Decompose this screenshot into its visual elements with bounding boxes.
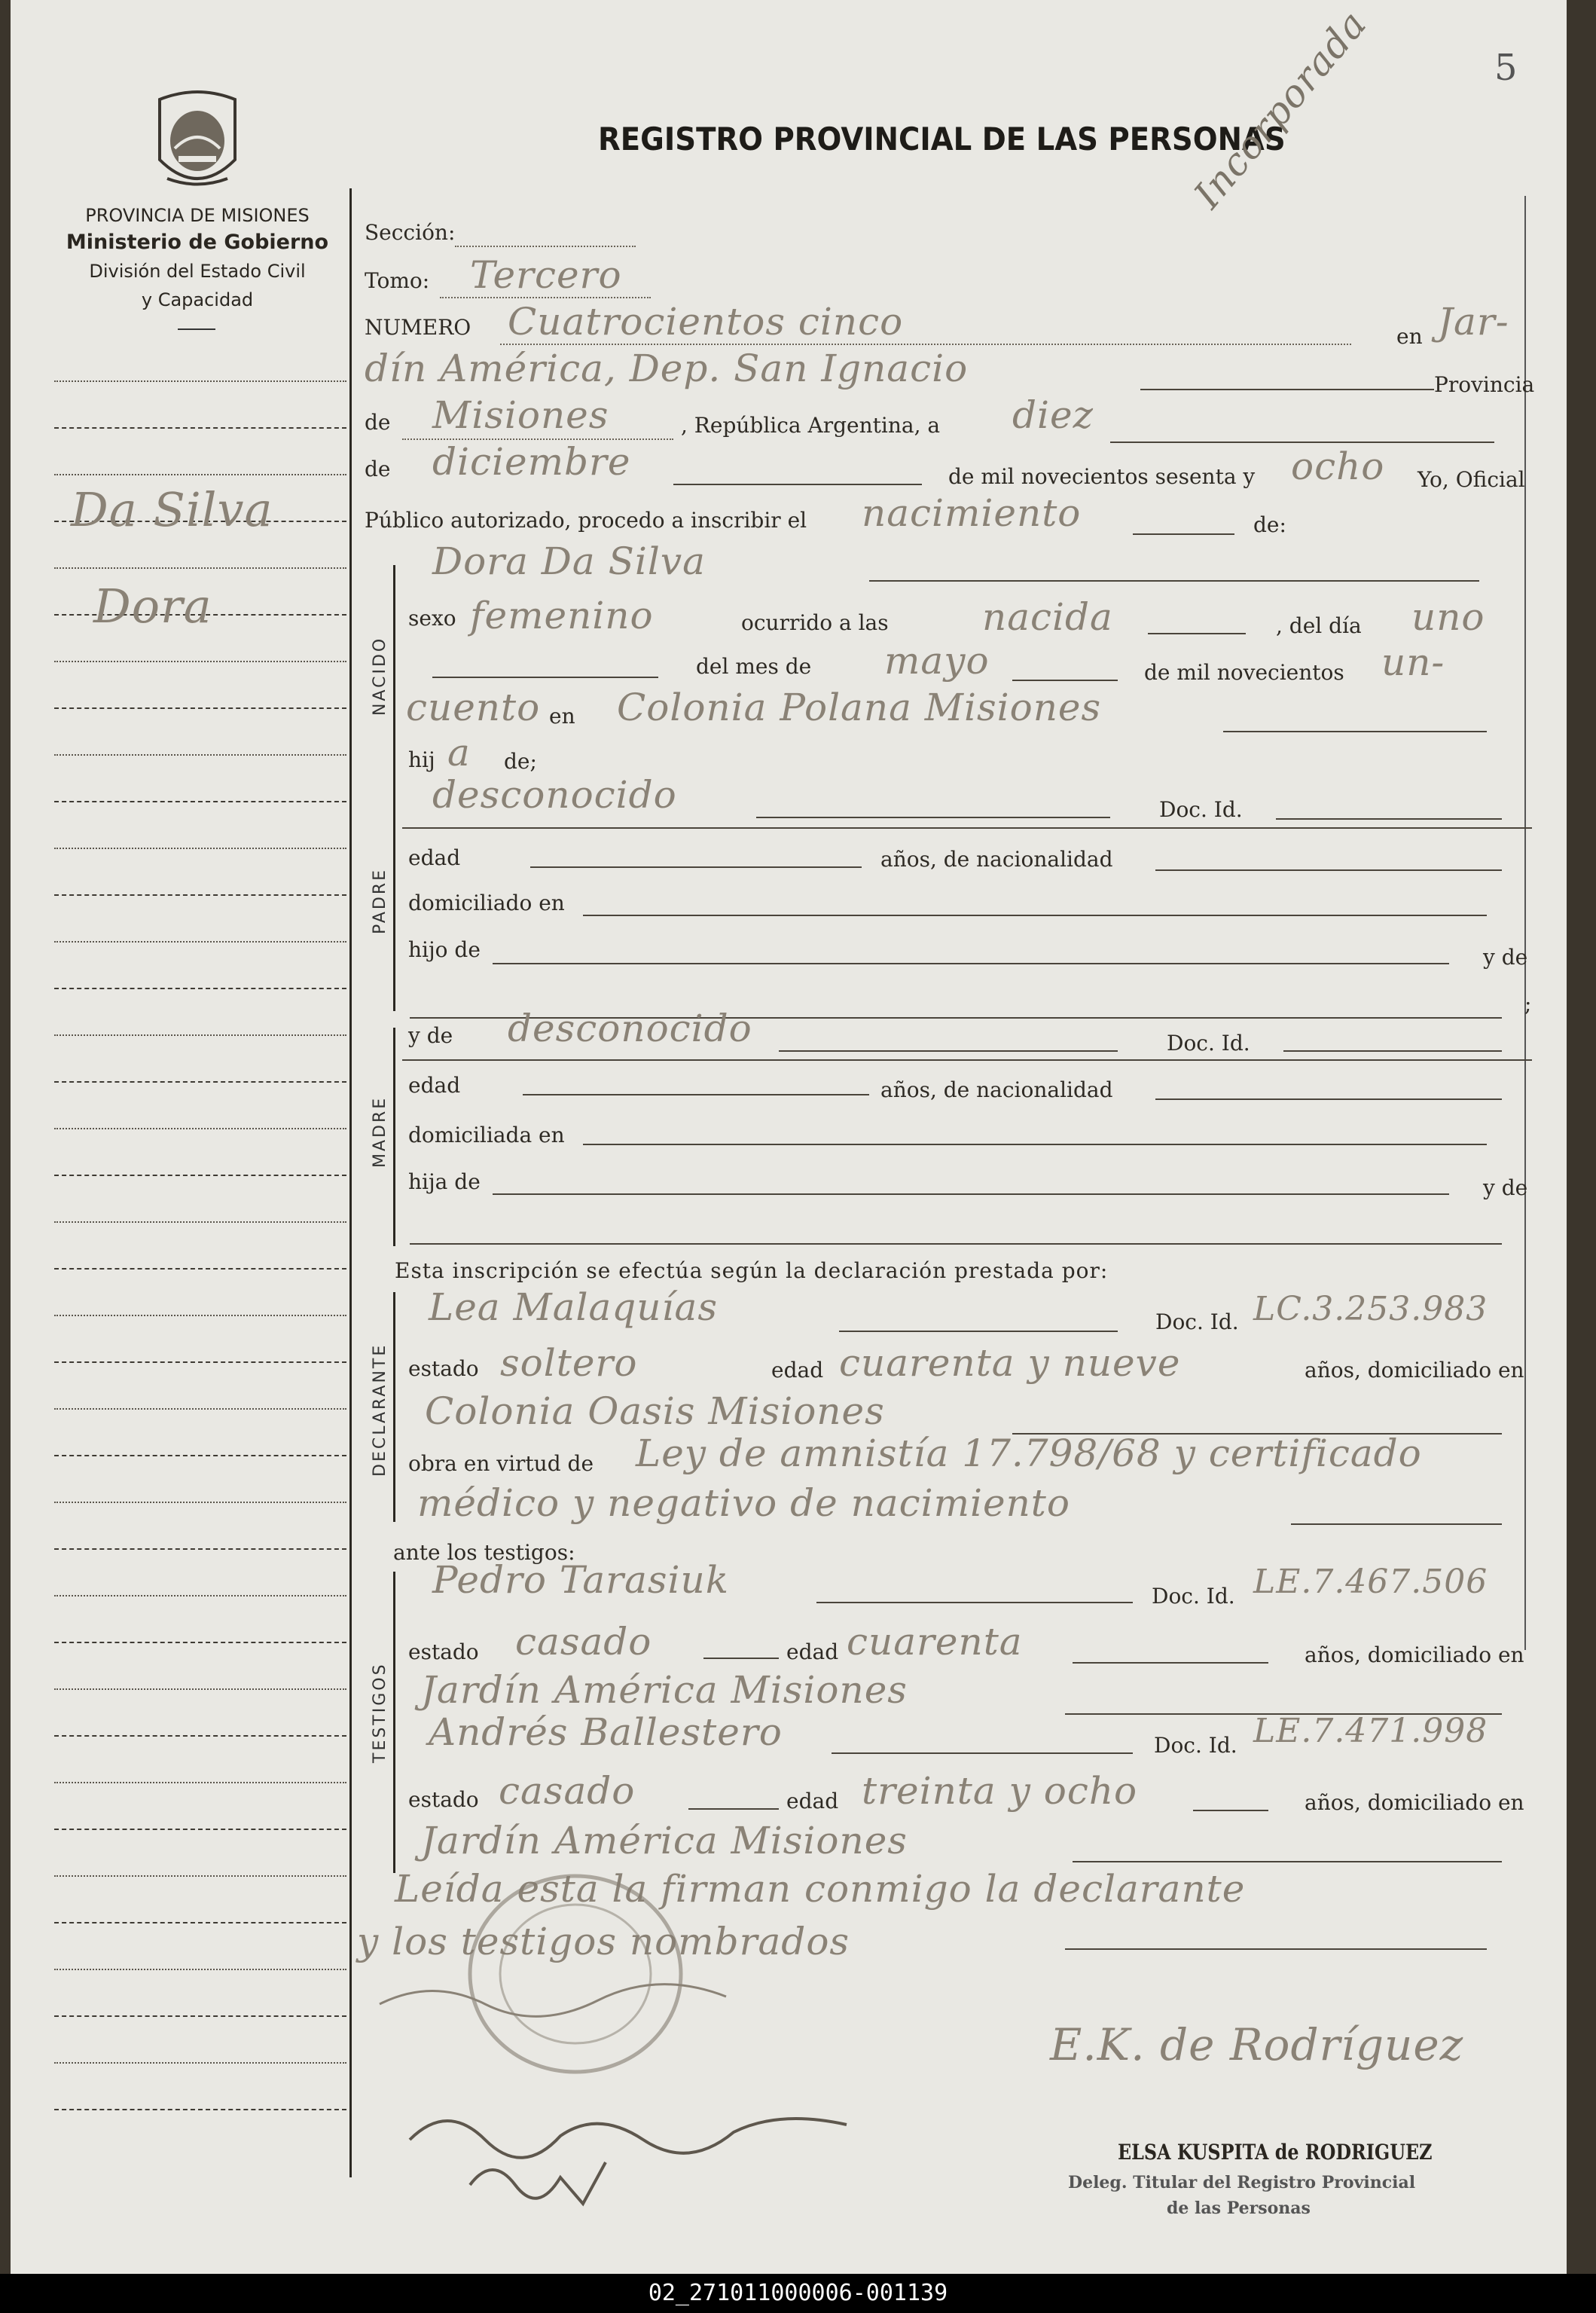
padre-bracket xyxy=(393,793,395,1011)
value-testigo2-edad: treinta y ocho xyxy=(862,1769,1138,1813)
margin-rule-line xyxy=(54,1408,346,1410)
label-hijo-de: hijo de xyxy=(408,937,481,962)
label-edad-declarante: edad xyxy=(771,1358,824,1383)
label-doc-declarante: Doc. Id. xyxy=(1155,1309,1239,1334)
value-testigo2-doc: LE.7.471.998 xyxy=(1253,1712,1488,1750)
margin-rule-line xyxy=(54,1548,346,1550)
value-testigo1-edad: cuarenta xyxy=(847,1620,1023,1664)
label-numero: NUMERO xyxy=(365,315,471,340)
officer-signature: E.K. de Rodríguez xyxy=(1050,2019,1464,2070)
margin-surname: Da Silva xyxy=(71,482,273,537)
margin-rule-line xyxy=(54,1688,346,1690)
label-del-dia: , del día xyxy=(1276,613,1362,638)
margin-rule-line xyxy=(54,2015,346,2017)
label-doc-testigo2: Doc. Id. xyxy=(1154,1733,1237,1758)
margin-rule-line xyxy=(54,1922,346,1923)
value-sexo: femenino xyxy=(470,594,654,637)
margin-rule-line xyxy=(54,848,346,849)
label-anos-dom-testigo1: años, domiciliado en xyxy=(1305,1642,1524,1667)
value-declarante-domicilio: Colonia Oasis Misiones xyxy=(425,1389,885,1433)
label-semicolon: ; xyxy=(1524,992,1532,1016)
value-tomo: Tercero xyxy=(470,253,622,297)
margin-rule-line xyxy=(54,1829,346,1830)
value-testigo2-domicilio: Jardín América Misiones xyxy=(421,1819,908,1862)
margin-rule-line xyxy=(54,567,346,569)
margin-rule-line xyxy=(54,661,346,662)
label-obra: obra en virtud de xyxy=(408,1451,594,1476)
label-dom-padre: domiciliado en xyxy=(408,891,565,915)
value-place-line: dín América, Dep. San Ignacio xyxy=(365,347,969,390)
margin-rule-line xyxy=(54,1081,346,1083)
authority-province: PROVINCIA DE MISIONES xyxy=(85,205,310,226)
value-anio: ocho xyxy=(1291,445,1385,488)
value-obra-2: médico y negativo de nacimiento xyxy=(417,1481,1070,1525)
officer-title-2: de las Personas xyxy=(1167,2198,1311,2218)
value-acto: nacimiento xyxy=(862,491,1082,535)
margin-rule-line xyxy=(54,427,346,429)
margin-rule-line xyxy=(54,1642,346,1643)
margin-rule-line xyxy=(54,1361,346,1363)
label-y-de-madre: y de xyxy=(408,1023,453,1048)
label-estado-testigo1: estado xyxy=(408,1639,479,1664)
label-edad-padre: edad xyxy=(408,845,461,870)
margin-rule-line xyxy=(54,1175,346,1176)
divider xyxy=(178,328,215,330)
officer-title: Deleg. Titular del Registro Provincial xyxy=(1068,2173,1416,2192)
page-number: 5 xyxy=(1494,47,1518,89)
register-page xyxy=(11,0,1567,2274)
label-yo-oficial: Yo, Oficial xyxy=(1417,467,1525,492)
value-lugar-nac: Colonia Polana Misiones xyxy=(617,686,1102,729)
margin-rule-line xyxy=(54,1782,346,1783)
label-declaracion: Esta inscripción se efectúa según la declaración prestada por: xyxy=(395,1258,1109,1283)
label-del-mes: del mes de xyxy=(696,654,812,679)
label-de-semi: de; xyxy=(504,749,537,774)
authority-division: División del Estado Civil xyxy=(89,261,306,282)
margin-rule-line xyxy=(54,474,346,475)
label-y-de-madre-2: y de xyxy=(1483,1175,1528,1200)
image-caption: 02_271011000006-001139 xyxy=(0,2274,1596,2313)
value-declarante-doc: LC.3.253.983 xyxy=(1253,1290,1488,1328)
label-sesenta: de mil novecientos sesenta y xyxy=(948,464,1256,489)
value-padre: desconocido xyxy=(432,773,677,817)
right-column-rule xyxy=(1524,196,1526,1650)
margin-rule-line xyxy=(54,1875,346,1877)
label-de-colon: de: xyxy=(1253,512,1286,537)
value-provincia: Misiones xyxy=(432,393,609,437)
value-testigo2: Andrés Ballestero xyxy=(429,1710,783,1754)
label-hij: hij xyxy=(408,747,435,772)
label-de-mil-nov: de mil novecientos xyxy=(1144,660,1344,685)
signature-scribbles-3 xyxy=(462,2147,628,2208)
declarante-label: DECLARANTE xyxy=(371,1343,389,1477)
authority-capacity: y Capacidad xyxy=(141,289,254,310)
label-sexo: sexo xyxy=(408,606,456,631)
value-numero: Cuatrocientos cinco xyxy=(508,300,904,344)
value-declarante: Lea Malaquías xyxy=(429,1285,718,1329)
margin-rule-line xyxy=(54,380,346,382)
margin-rule-line xyxy=(54,2109,346,2110)
margin-rule-line xyxy=(54,1735,346,1737)
testigos-bracket xyxy=(393,1572,395,1873)
coat-of-arms-icon xyxy=(145,84,250,197)
label-nac-padre: años, de nacionalidad xyxy=(880,847,1113,872)
label-dom-madre: domiciliada en xyxy=(408,1123,565,1147)
label-y-de-padre: y de xyxy=(1483,945,1528,970)
value-testigo2-estado: casado xyxy=(499,1769,636,1813)
margin-rule-line xyxy=(54,1315,346,1316)
margin-rule-line xyxy=(54,801,346,802)
label-anos-dom-testigo2: años, domiciliado en xyxy=(1305,1790,1524,1815)
testigos-label: TESTIGOS xyxy=(371,1662,389,1763)
label-anos-dom-declarante: años, domiciliado en xyxy=(1305,1358,1524,1383)
margin-rule-line xyxy=(54,1128,346,1129)
label-testigos: ante los testigos: xyxy=(393,1540,575,1565)
margin-rule-line xyxy=(54,1969,346,1970)
nacido-label: NACIDO xyxy=(371,636,389,716)
value-nombre: Dora Da Silva xyxy=(432,539,706,583)
value-declarante-edad: cuarenta y nueve xyxy=(839,1341,1181,1385)
label-hija-de: hija de xyxy=(408,1169,481,1194)
value-hij-suffix: a xyxy=(447,731,471,775)
value-cierre-1: Leída esta la firman conmigo la declarante xyxy=(395,1867,1246,1911)
value-testigo1-doc: LE.7.467.506 xyxy=(1253,1563,1488,1601)
value-dia: diez xyxy=(1012,393,1094,437)
margin-rule-line xyxy=(54,894,346,896)
label-tomo: Tomo: xyxy=(365,268,430,293)
label-ocurrido: ocurrido a las xyxy=(741,610,889,635)
label-edad-madre: edad xyxy=(408,1073,461,1098)
label-doc-testigo1: Doc. Id. xyxy=(1152,1584,1235,1609)
margin-rule-line xyxy=(54,1268,346,1270)
label-nac-madre: años, de nacionalidad xyxy=(880,1077,1113,1102)
value-mes-nac: mayo xyxy=(884,639,990,683)
label-edad-testigo1: edad xyxy=(786,1639,839,1664)
label-doc-madre: Doc. Id. xyxy=(1167,1031,1250,1056)
label-republica: , República Argentina, a xyxy=(681,413,941,438)
value-cierre-2: y los testigos nombrados xyxy=(357,1920,850,1963)
label-provincia: Provincia xyxy=(1434,372,1535,397)
value-anio-nac-a: un- xyxy=(1381,640,1445,684)
margin-rule-line xyxy=(54,1595,346,1596)
value-dia-nac: uno xyxy=(1411,595,1485,639)
officer-name: ELSA KUSPITA de RODRIGUEZ xyxy=(1118,2140,1433,2165)
margin-rule-line xyxy=(54,988,346,989)
margin-rule-line xyxy=(54,1221,346,1223)
margin-rule-line xyxy=(54,2062,346,2064)
madre-bracket xyxy=(393,1028,395,1246)
value-en-part: Jar- xyxy=(1438,300,1509,344)
margin-rule-line xyxy=(54,1502,346,1503)
label-estado-testigo2: estado xyxy=(408,1787,479,1812)
margin-given-name: Dora xyxy=(93,579,212,634)
label-seccion: Sección: xyxy=(365,220,456,245)
margin-rule-line xyxy=(54,1455,346,1456)
value-testigo1-estado: casado xyxy=(515,1620,652,1664)
label-de-1: de xyxy=(365,410,391,435)
value-madre: desconocido xyxy=(508,1007,752,1050)
margin-rule-line xyxy=(54,1034,346,1036)
value-obra-1: Ley de amnistía 17.798/68 y certificado xyxy=(636,1431,1422,1475)
page-title: REGISTRO PROVINCIAL DE LAS PERSONAS xyxy=(598,121,1286,157)
declarante-bracket xyxy=(393,1292,395,1522)
value-anio-nac-b: cuento xyxy=(406,686,541,729)
value-hora: nacida xyxy=(982,595,1113,639)
padre-label: PADRE xyxy=(371,867,389,934)
authority-ministry: Ministerio de Gobierno xyxy=(66,231,329,254)
margin-rule-line xyxy=(54,707,346,709)
label-publico: Público autorizado, procedo a inscribir el xyxy=(365,508,807,533)
signature-scribbles-1 xyxy=(372,1974,734,2019)
label-edad-testigo2: edad xyxy=(786,1789,839,1813)
label-en-lugar: en xyxy=(549,704,575,729)
nacido-bracket xyxy=(393,565,395,799)
value-testigo1: Pedro Tarasiuk xyxy=(432,1558,730,1602)
label-de-2: de xyxy=(365,457,391,481)
label-doc-padre: Doc. Id. xyxy=(1159,797,1243,822)
value-declarante-estado: soltero xyxy=(500,1341,638,1385)
margin-rule-line xyxy=(54,754,346,756)
label-estado-declarante: estado xyxy=(408,1356,479,1381)
main-column-rule xyxy=(349,188,352,2177)
margin-note: Incorporada xyxy=(1186,2,1375,217)
label-en: en xyxy=(1396,324,1423,349)
value-testigo1-domicilio: Jardín América Misiones xyxy=(421,1668,908,1712)
value-mes: diciembre xyxy=(432,440,631,484)
madre-label: MADRE xyxy=(371,1095,389,1168)
margin-rule-line xyxy=(54,941,346,943)
